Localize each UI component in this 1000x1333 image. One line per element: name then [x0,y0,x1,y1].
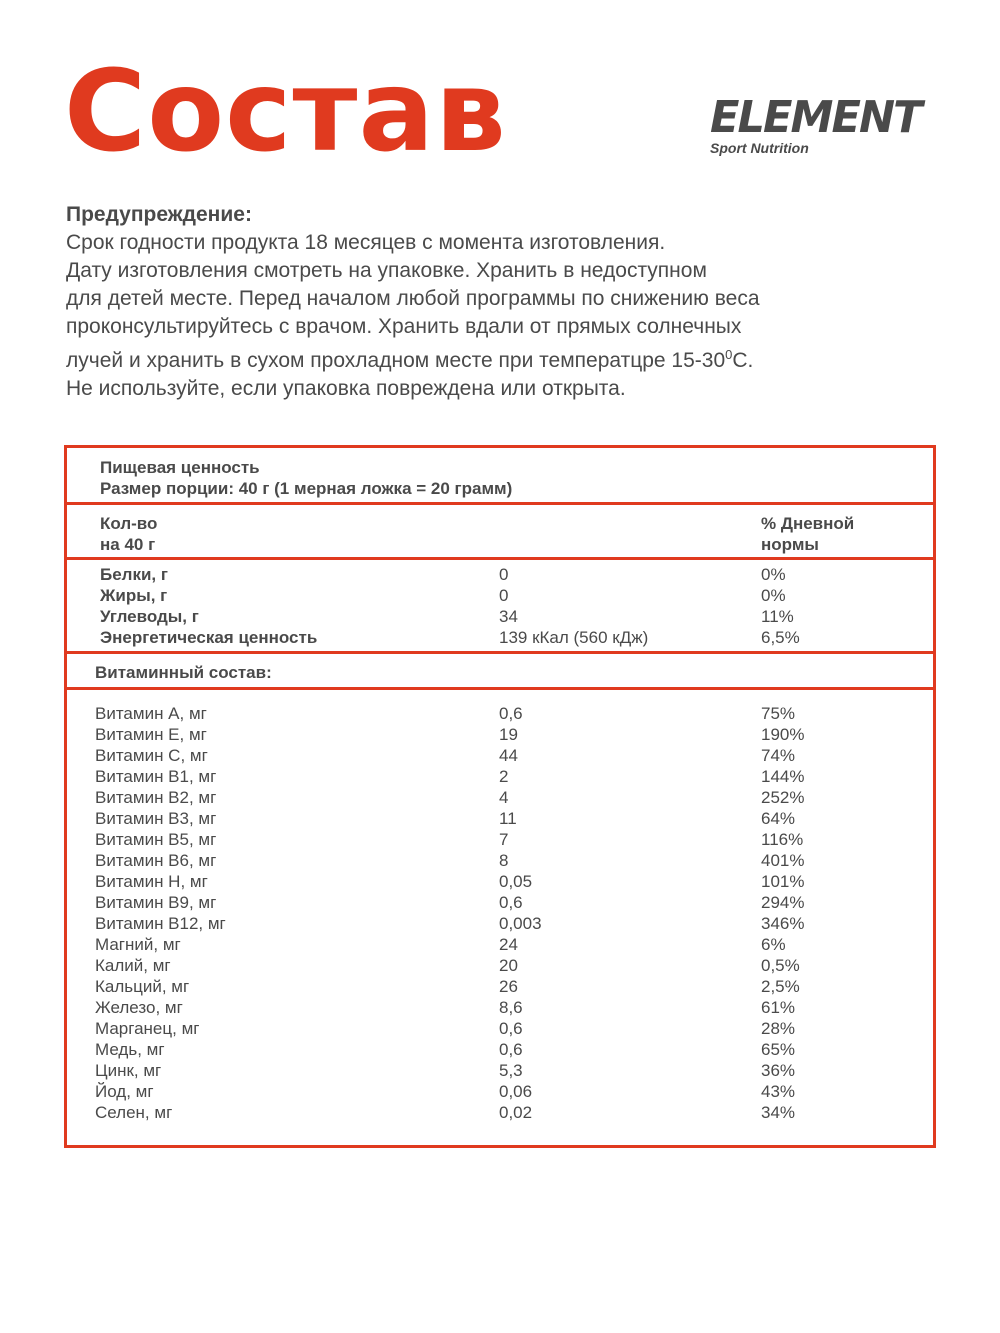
warning-title: Предупреждение: [66,203,252,226]
vitamin-name: Селен, мг [95,1103,173,1122]
vitamin-name: Витамин В2, мг [95,788,217,807]
vitamin-amount: 8,6 [499,998,523,1017]
vitamin-daily: 43% [761,1082,796,1101]
vitamin-name: Марганец, мг [95,1019,200,1038]
macro-amount: 139 кКал (560 кДж) [499,628,649,647]
macro-daily: 0% [761,586,786,605]
vitamin-amount: 20 [499,956,518,975]
degree-superscript: 0 [725,347,733,362]
vitamin-amount: 5,3 [499,1061,523,1080]
vitamin-name: Витамин С, мг [95,746,208,765]
logo-brand-text: ELEMENT [710,92,921,143]
table-divider [67,557,933,560]
vitamin-amount: 0,06 [499,1082,533,1101]
vitamin-name: Цинк, мг [95,1061,162,1080]
vitamin-daily: 34% [761,1103,796,1122]
vitamin-name: Калий, мг [95,956,171,975]
warning-line: Дату изготовления смотреть на упаковке. Хранить в недоступном [66,259,707,282]
brand-logo [710,92,936,162]
vitamin-amount: 0,6 [499,1040,523,1059]
vitamin-amount: 26 [499,977,518,996]
vitamin-daily: 294% [761,893,805,912]
nutrition-header-title: Пищевая ценность [100,458,260,477]
vitamin-daily: 36% [761,1061,796,1080]
vitamin-name: Медь, мг [95,1040,165,1059]
vitamin-name: Кальций, мг [95,977,190,996]
vitamin-amount: 8 [499,851,509,870]
vitamin-amount: 0,02 [499,1103,533,1122]
page-title: Состав [64,47,507,177]
vitamin-daily: 190% [761,725,805,744]
vitamin-amount: 19 [499,725,518,744]
warning-line-unit: С. [732,349,754,372]
warning-line: для детей месте. Перед началом любой программы по снижению веса [66,287,760,310]
column-amount-label: на 40 г [100,535,156,554]
vitamin-name: Железо, мг [95,998,183,1017]
macro-name: Энергетическая ценность [100,628,318,647]
warning-line: Не используйте, если упаковка повреждена или открыта. [66,377,626,400]
macro-daily: 0% [761,565,786,584]
column-daily-label: нормы [761,535,819,554]
macro-name: Углеводы, г [100,607,199,626]
vitamin-daily: 0,5% [761,956,800,975]
vitamin-name: Витамин В6, мг [95,851,217,870]
macro-daily: 11% [761,607,794,626]
vitamin-daily: 116% [761,830,804,849]
macro-name: Белки, г [100,565,168,584]
macro-daily: 6,5% [761,628,800,647]
vitamins-section-title: Витаминный состав: [95,663,272,682]
column-amount-label: Кол-во [100,514,158,533]
nutrition-serving-size: Размер порции: 40 г (1 мерная ложка = 20 грамм) [100,479,513,498]
table-divider [67,687,933,690]
vitamin-amount: 2 [499,767,509,786]
vitamin-daily: 61% [761,998,796,1017]
warning-line-text: лучей и хранить в сухом прохладном месте при температцре 15-30 [66,349,726,372]
vitamin-daily: 64% [761,809,796,828]
macro-amount: 0 [499,565,509,584]
vitamin-daily: 28% [761,1019,796,1038]
vitamin-amount: 11 [499,809,517,828]
vitamin-amount: 0,6 [499,893,523,912]
vitamin-amount: 0,003 [499,914,542,933]
vitamin-name: Витамин В12, мг [95,914,226,933]
vitamin-daily: 144% [761,767,805,786]
table-divider [67,502,933,505]
vitamin-daily: 252% [761,788,805,807]
vitamin-amount: 7 [499,830,509,849]
vitamin-amount: 0,05 [499,872,533,891]
vitamin-amount: 44 [499,746,518,765]
vitamin-daily: 6% [761,935,786,954]
warning-block [66,201,946,403]
vitamin-daily: 75% [761,704,796,723]
vitamin-name: Витамин В5, мг [95,830,217,849]
nutrition-table [64,445,936,1148]
vitamin-name: Витамин Е, мг [95,725,207,744]
macro-amount: 0 [499,586,509,605]
table-divider [67,651,933,654]
vitamin-daily: 346% [761,914,805,933]
warning-line-temperature [66,341,946,375]
vitamin-name: Витамин В3, мг [95,809,217,828]
vitamin-amount: 0,6 [499,704,523,723]
warning-line: проконсультируйтесь с врачом. Хранить вдали от прямых солнечных [66,315,742,338]
vitamin-name: Витамин А, мг [95,704,207,723]
vitamin-daily: 401% [761,851,805,870]
logo-subtitle: Sport Nutrition [710,140,809,156]
vitamin-name: Витамин В1, мг [95,767,217,786]
vitamin-daily: 74% [761,746,796,765]
vitamin-daily: 65% [761,1040,796,1059]
vitamin-amount: 24 [499,935,518,954]
vitamin-amount: 4 [499,788,509,807]
vitamin-name: Йод, мг [95,1082,154,1101]
vitamin-daily: 101% [761,872,805,891]
warning-line: Срок годности продукта 18 месяцев с момента изготовления. [66,231,666,254]
vitamin-daily: 2,5% [761,977,800,996]
macro-amount: 34 [499,607,518,626]
vitamin-amount: 0,6 [499,1019,523,1038]
macro-name: Жиры, г [100,586,168,605]
vitamin-name: Магний, мг [95,935,181,954]
column-daily-label: % Дневной [761,514,855,533]
vitamin-name: Витамин В9, мг [95,893,217,912]
vitamin-name: Витамин Н, мг [95,872,208,891]
